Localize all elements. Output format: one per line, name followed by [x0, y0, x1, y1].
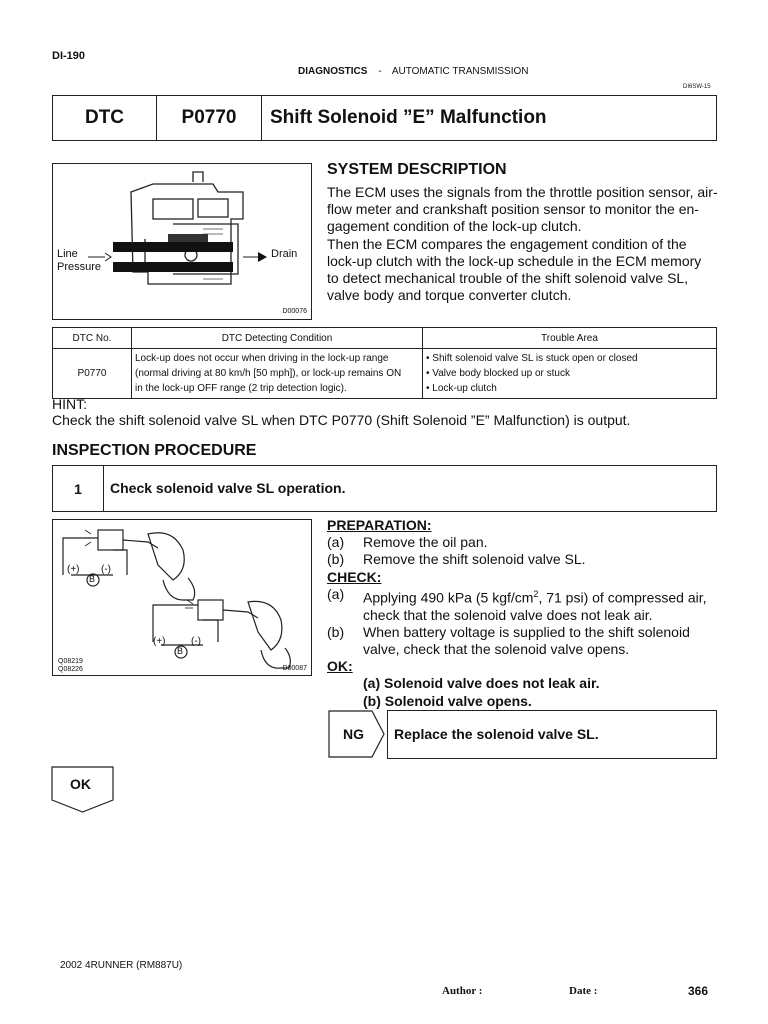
ng-action-box — [387, 710, 717, 759]
dtc-table — [52, 327, 717, 399]
check-a-mark: (a) — [327, 585, 345, 602]
pressure-label: Pressure — [57, 261, 102, 273]
desc-line: valve body and torque converter clutch. — [327, 287, 572, 304]
solenoid-figure — [52, 163, 312, 320]
col-dtc-no: DTC No. — [53, 328, 132, 349]
row-trouble-area — [423, 349, 717, 399]
air-test-figure — [52, 519, 312, 676]
prep-step-a — [327, 534, 719, 551]
footer-model: 2002 4RUNNER (RM887U) — [60, 960, 183, 971]
check-a-line1 — [363, 586, 707, 607]
trouble-line: • Valve body blocked up or stuck — [426, 368, 570, 379]
prep-step-b — [327, 551, 719, 568]
check-a-line2: check that the solenoid valve does not leak air. — [363, 606, 653, 623]
line-label: Line — [57, 248, 78, 260]
prep-b-text: Remove the shift solenoid valve SL. — [363, 551, 586, 568]
dtc-title: Shift Solenoid ”E” Malfunction — [270, 107, 547, 128]
ok-b: (b) Solenoid valve opens. — [363, 692, 532, 709]
desc-line: lock-up clutch with the lock-up schedule in the ECM memory — [327, 252, 702, 269]
minus-terminal-1: (-) — [101, 564, 111, 575]
row-code: P0770 — [53, 349, 132, 399]
dtc-code: P0770 — [157, 96, 262, 140]
trouble-line: • Lock-up clutch — [426, 383, 497, 394]
preparation-label: PREPARATION: — [327, 517, 432, 533]
check-a-pre: Applying 490 kPa (5 kgf/cm — [363, 589, 534, 606]
condition-line: (normal driving at 80 km/h [50 mph]), or lock-up remains ON — [135, 368, 402, 379]
drain-label: Drain — [271, 248, 298, 260]
header-separator: - — [378, 66, 382, 77]
row-condition — [132, 349, 423, 399]
header-section: DIAGNOSTICS — [298, 66, 368, 77]
inspection-heading: INSPECTION PROCEDURE — [52, 442, 257, 459]
col-trouble-area: Trouble Area — [423, 328, 717, 349]
ok-box-label: OK — [70, 776, 91, 792]
table-header-row — [53, 328, 717, 349]
prep-b-mark: (b) — [327, 551, 345, 568]
check-a-sup: 2 — [533, 588, 539, 599]
ok-a: (a) Solenoid valve does not leak air. — [363, 675, 600, 692]
prep-a-text: Remove the oil pan. — [363, 534, 488, 551]
dtc-label: DTC — [53, 96, 157, 140]
trouble-line: • Shift solenoid valve SL is stuck open or closed — [426, 353, 638, 364]
table-row — [53, 349, 717, 399]
author-label: Author : — [442, 985, 483, 997]
check-b-line1: When battery voltage is supplied to the shift solenoid — [363, 623, 690, 640]
check-step-b — [327, 624, 719, 641]
doc-id: DI6SW-15 — [683, 84, 711, 90]
header-subsection: AUTOMATIC TRANSMISSION — [391, 66, 529, 77]
system-description-heading: SYSTEM DESCRIPTION — [327, 161, 507, 178]
procedure-text — [327, 517, 719, 710]
check-b-mark: (b) — [327, 623, 345, 640]
figure2-id2: Q08226 — [58, 666, 83, 673]
running-header — [298, 66, 529, 77]
step-title: Check solenoid valve SL operation. — [110, 480, 346, 496]
desc-line: Then the ECM compares the engagement condition of the — [327, 235, 687, 252]
solenoid-cross-section-illustration — [53, 164, 311, 319]
check-a-post: , 71 psi) of compressed air, — [538, 589, 707, 606]
condition-line: in the lock-up OFF range (2 trip detection logic). — [135, 383, 347, 394]
plus-terminal-1: (+) — [67, 564, 80, 575]
col-condition: DTC Detecting Condition — [132, 328, 423, 349]
system-description-body — [327, 184, 719, 304]
ng-label: NG — [343, 726, 364, 742]
desc-line: to detect mechanical trouble of the shift solenoid valve SL, — [327, 270, 689, 287]
date-label: Date : — [569, 985, 598, 997]
figure2-id3: D00087 — [282, 665, 307, 672]
page-code: DI-190 — [52, 50, 86, 62]
check-step-a — [327, 586, 719, 607]
desc-line: The ECM uses the signals from the throttle position sensor, air- — [327, 184, 718, 200]
dtc-title-bar — [52, 95, 717, 141]
prep-a-mark: (a) — [327, 534, 345, 551]
check-label: CHECK: — [327, 568, 382, 585]
battery-label-1: B — [89, 574, 96, 584]
figure2-id1: Q08219 — [58, 658, 83, 665]
ng-action: Replace the solenoid valve SL. — [394, 726, 599, 742]
ok-label: OK: — [327, 658, 353, 675]
hint-text: Check the shift solenoid valve SL when DTC P0770 (Shift Solenoid ”E” Malfunction) is output. — [52, 412, 631, 428]
figure1-id: D00076 — [282, 308, 307, 315]
desc-line: gagement condition of the lock-up clutch. — [327, 218, 582, 235]
page-number: 366 — [688, 984, 709, 998]
hint-label: HINT: — [52, 396, 87, 412]
desc-line: flow meter and crankshaft position sensor to monitor the en- — [327, 201, 699, 218]
battery-label-2: B — [177, 646, 184, 656]
step-bar — [52, 465, 717, 512]
check-b-line2: valve, check that the solenoid valve opens. — [363, 641, 630, 658]
minus-terminal-2: (-) — [191, 636, 201, 647]
plus-terminal-2: (+) — [153, 636, 166, 647]
step-number: 1 — [53, 466, 104, 511]
condition-line: Lock-up does not occur when driving in the lock-up range — [135, 353, 389, 364]
